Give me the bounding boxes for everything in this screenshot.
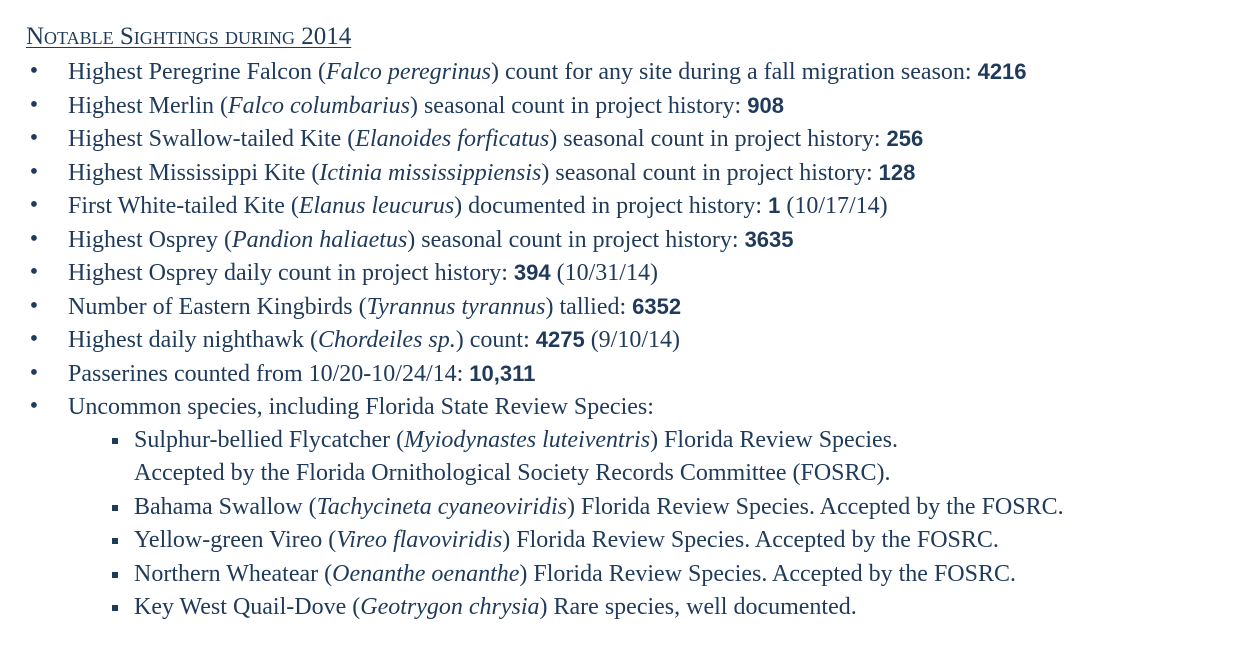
bullet-icon: •	[29, 359, 39, 386]
bullet-icon: •	[29, 91, 39, 118]
scientific-name: Tyrannus tyrannus	[366, 293, 546, 320]
list-item	[0, 189, 1256, 223]
list-item-text: Highest Mississippi Kite (Ictinia mississippiensis) seasonal count in project history: 128	[68, 159, 916, 186]
scientific-name: Elanus leucurus	[298, 193, 455, 219]
continuation-text: Accepted by the Florida Ornithological Society Records Committee (FOSRC).	[134, 460, 891, 486]
list-item	[0, 290, 1256, 324]
list-item-text: Highest Osprey (Pandion haliaetus) seasonal count in project history: 3635	[68, 226, 794, 253]
list-item	[0, 390, 1256, 424]
scientific-name: Geotrygon chrysia	[360, 594, 540, 620]
count-value: 6352	[632, 293, 682, 319]
list-item-text: Passerines counted from 10/20-10/24/14: 10,311	[68, 360, 536, 387]
bullet-icon: •	[29, 326, 39, 352]
list-item-text: Number of Eastern Kingbirds (Tyrannus tyrannus) tallied: 6352	[68, 293, 682, 320]
list-item	[0, 357, 1256, 391]
list-item	[0, 256, 1256, 290]
sub-list-item-text: Key West Quail-Dove (Geotrygon chrysia) Rare species, well documented.	[134, 594, 857, 620]
sub-list-item	[0, 591, 1256, 625]
count-value: 10,311	[469, 360, 536, 386]
list-item-text: Highest Merlin (Falco columbarius) seasonal count in project history: 908	[68, 92, 784, 119]
bullet-icon: •	[29, 259, 39, 285]
list-item-text: First White-tailed Kite (Elanus leucurus) documented in project history: 1 (10/17/14)	[68, 193, 888, 219]
square-bullet-icon	[112, 505, 118, 511]
bullet-icon: •	[29, 225, 39, 252]
list-item	[0, 156, 1256, 190]
list-item-text: Uncommon species, including Florida State Review Species:	[68, 394, 654, 420]
scientific-name: Pandion haliaetus	[231, 226, 408, 253]
bullet-icon: •	[29, 158, 39, 185]
list-item	[0, 223, 1256, 257]
square-bullet-icon	[112, 538, 118, 544]
review-species-list	[0, 424, 1256, 625]
scientific-name: Falco peregrinus	[325, 59, 492, 85]
count-value: 1	[768, 193, 781, 218]
bullet-icon: •	[29, 192, 39, 218]
list-item-text: Highest Peregrine Falcon (Falco peregrinus) count for any site during a fall migration season: 4216	[68, 59, 1027, 85]
sub-list-item-text: Northern Wheatear (Oenanthe oenanthe) Florida Review Species. Accepted by the FOSRC.	[134, 560, 1016, 587]
scientific-name: Tachycineta cyaneoviridis	[316, 493, 568, 520]
count-value: 128	[878, 159, 916, 185]
scientific-name: Falco columbarius	[227, 92, 410, 119]
bullet-icon: •	[29, 393, 39, 419]
count-value: 4275	[535, 327, 585, 352]
square-bullet-icon	[112, 572, 118, 578]
sub-list-item-text: Bahama Swallow (Tachycineta cyaneoviridis) Florida Review Species. Accepted by the FOSRC.	[134, 493, 1064, 520]
bullet-icon: •	[29, 125, 39, 151]
list-item	[0, 122, 1256, 156]
sub-list-item	[0, 491, 1256, 525]
sub-list-item	[0, 524, 1256, 558]
list-item	[0, 89, 1256, 123]
count-value: 394	[513, 260, 551, 285]
list-item-text: Highest Swallow-tailed Kite (Elanoides forficatus) seasonal count in project history: 256	[68, 126, 924, 152]
square-bullet-icon	[112, 438, 118, 444]
scientific-name: Ictinia mississippiensis	[319, 159, 542, 186]
section-heading: Notable Sightings during 2014	[26, 23, 352, 50]
count-value: 256	[886, 126, 924, 151]
sub-list-item	[0, 424, 1256, 491]
list-item-text: Highest Osprey daily count in project history: 394 (10/31/14)	[68, 260, 658, 286]
bullet-icon: •	[29, 58, 39, 84]
sub-list-item	[0, 558, 1256, 592]
scientific-name: Vireo flavoviridis	[336, 527, 503, 553]
sub-list-item-text: Sulphur-bellied Flycatcher (Myiodynastes luteiventris) Florida Review Species. Accepted by the Florida Ornithological Society Records Committee (FOSRC).	[0, 424, 1256, 491]
list-item	[0, 323, 1256, 357]
count-value: 3635	[744, 226, 794, 252]
bullet-icon: •	[29, 292, 39, 319]
sightings-list	[0, 55, 1256, 625]
sub-list-item-text: Yellow-green Vireo (Vireo flavoviridis) Florida Review Species. Accepted by the FOSRC.	[134, 527, 999, 553]
list-item	[0, 55, 1256, 89]
list-item-text: Highest daily nighthawk (Chordeiles sp.) count: 4275 (9/10/14)	[68, 327, 681, 353]
scientific-name: Myiodynastes luteiventris	[404, 426, 651, 453]
scientific-name: Oenanthe oenanthe	[332, 560, 520, 587]
scientific-name: Elanoides forficatus	[355, 126, 550, 152]
scientific-name: Chordeiles sp.	[317, 327, 456, 353]
count-value: 4216	[977, 59, 1027, 84]
count-value: 908	[747, 92, 784, 118]
square-bullet-icon	[112, 605, 118, 611]
